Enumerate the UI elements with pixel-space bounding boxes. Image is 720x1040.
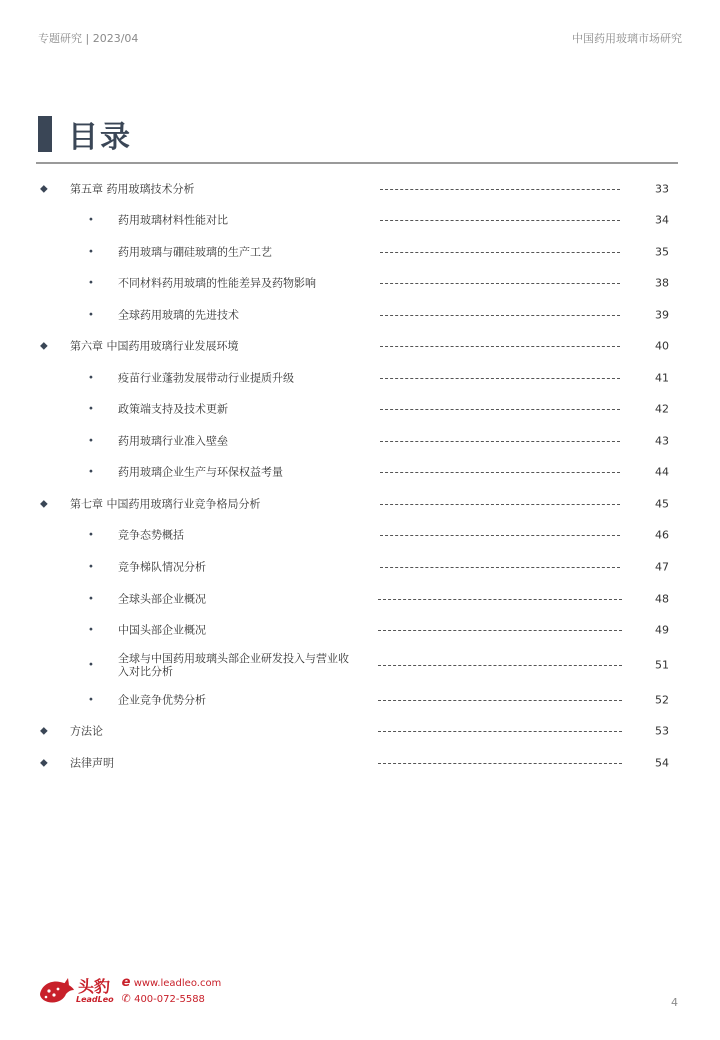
dot-bullet-icon: • [88, 561, 94, 573]
toc-dot-leader [380, 441, 620, 442]
toc-dot-leader [378, 665, 622, 666]
toc-entry-label: 疫苗行业蓬勃发展带动行业提质升级 [118, 371, 294, 385]
dot-bullet-icon: • [88, 246, 94, 258]
toc-entry[interactable] [0, 427, 720, 455]
header-left: 专题研究 | 2023/04 [38, 32, 139, 45]
website-link[interactable]: www.leadleo.com [133, 978, 222, 989]
toc-entry[interactable] [0, 332, 720, 360]
dot-bullet-icon: • [88, 309, 94, 321]
toc-dot-leader [380, 346, 620, 347]
web-e-icon: e [121, 975, 131, 990]
diamond-bullet-icon: ◆ [40, 183, 48, 195]
toc-page-number: 49 [655, 623, 669, 637]
toc-entry[interactable] [0, 490, 720, 518]
toc-entry[interactable] [0, 585, 720, 613]
toc-entry-label: 药用玻璃企业生产与环保权益考量 [118, 465, 283, 479]
dot-bullet-icon: • [88, 214, 94, 226]
toc-page-number: 45 [655, 497, 669, 511]
toc-page-number: 34 [655, 213, 669, 227]
dot-bullet-icon: • [88, 435, 94, 447]
toc-entry[interactable] [0, 206, 720, 234]
dot-bullet-icon: • [88, 593, 94, 605]
toc-page-number: 43 [655, 434, 669, 448]
toc-page-number: 46 [655, 528, 669, 542]
toc-entry-label: 全球与中国药用玻璃头部企业研发投入与营业收入对比分析 [118, 652, 349, 678]
toc-entry[interactable] [0, 521, 720, 549]
toc-entry[interactable] [0, 616, 720, 644]
toc-page-number: 51 [655, 658, 669, 672]
toc-entry[interactable] [0, 238, 720, 266]
toc-entry-label: 不同材料药用玻璃的性能差异及药物影响 [118, 276, 316, 290]
dot-bullet-icon: • [88, 659, 94, 671]
toc-dot-leader [380, 504, 620, 505]
dot-bullet-icon: • [88, 694, 94, 706]
toc-page-number: 40 [655, 339, 669, 353]
toc-entry[interactable] [0, 458, 720, 486]
page-title-block [38, 112, 132, 156]
toc-page-number: 41 [655, 371, 669, 385]
toc-entry[interactable] [0, 395, 720, 423]
toc-page-number: 53 [655, 724, 669, 738]
phone-number: 400-072-5588 [134, 994, 205, 1005]
toc-entry-label: 全球药用玻璃的先进技术 [118, 308, 239, 322]
toc-entry[interactable] [0, 175, 720, 203]
header-right: 中国药用玻璃市场研究 [572, 32, 682, 45]
dot-bullet-icon: • [88, 624, 94, 636]
toc-page-number: 38 [655, 276, 669, 290]
toc-entry-label: 竞争态势概括 [118, 528, 184, 542]
dot-bullet-icon: • [88, 372, 94, 384]
page-number: 4 [671, 996, 678, 1009]
toc-entry-label: 全球头部企业概况 [118, 592, 206, 606]
toc-entry-label: 第六章 中国药用玻璃行业发展环境 [70, 339, 239, 353]
dot-bullet-icon: • [88, 466, 94, 478]
toc-dot-leader [380, 567, 620, 568]
toc-entry[interactable] [0, 364, 720, 392]
toc-dot-leader [378, 599, 622, 600]
leopard-logo-icon [36, 974, 76, 1008]
toc-page-number: 44 [655, 465, 669, 479]
toc-entry-label: 第七章 中国药用玻璃行业竞争格局分析 [70, 497, 261, 511]
diamond-bullet-icon: ◆ [40, 498, 48, 510]
toc-page-number: 39 [655, 308, 669, 322]
toc-dot-leader [380, 220, 620, 221]
toc-entry[interactable] [0, 269, 720, 297]
title-accent-bar [38, 116, 52, 152]
toc-dot-leader [380, 378, 620, 379]
logo-english: LeadLeo [76, 994, 114, 1004]
toc-page-number: 47 [655, 560, 669, 574]
toc-entry-label: 药用玻璃材料性能对比 [118, 213, 228, 227]
toc-page-number: 54 [655, 756, 669, 770]
toc-dot-leader [378, 700, 622, 701]
toc-dot-leader [378, 763, 622, 764]
contact-info [122, 975, 222, 1007]
phone-icon: ✆ [121, 992, 131, 1005]
toc-entry-label: 药用玻璃行业准入壁垒 [118, 434, 228, 448]
toc-entry[interactable] [0, 749, 720, 777]
logo-wordmark [76, 976, 114, 1004]
toc-entry-label: 药用玻璃与硼硅玻璃的生产工艺 [118, 245, 272, 259]
toc-page-number: 42 [655, 402, 669, 416]
dot-bullet-icon: • [88, 277, 94, 289]
toc-entry-label: 第五章 药用玻璃技术分析 [70, 182, 195, 196]
toc-entry[interactable] [0, 553, 720, 581]
toc-page-number: 33 [655, 182, 669, 196]
toc-dot-leader [378, 630, 622, 631]
toc-dot-leader [380, 252, 620, 253]
toc-dot-leader [380, 472, 620, 473]
toc-entry-label: 政策端支持及技术更新 [118, 402, 228, 416]
toc-dot-leader [378, 731, 622, 732]
toc-entry-label: 方法论 [70, 724, 103, 738]
logo-chinese: 头豹 [78, 976, 111, 996]
dot-bullet-icon: • [88, 403, 94, 415]
page-title: 目录 [68, 120, 132, 155]
toc-dot-leader [380, 409, 620, 410]
toc-dot-leader [380, 535, 620, 536]
diamond-bullet-icon: ◆ [40, 757, 48, 769]
toc-dot-leader [380, 315, 620, 316]
toc-entry-label: 中国头部企业概况 [118, 623, 206, 637]
toc-entry-label: 竞争梯队情况分析 [118, 560, 206, 574]
toc-dot-leader [380, 189, 620, 190]
toc-page-number: 48 [655, 592, 669, 606]
toc-entry[interactable] [0, 686, 720, 714]
toc-entry-label: 法律声明 [70, 756, 114, 770]
dot-bullet-icon: • [88, 529, 94, 541]
toc-entry[interactable] [0, 650, 720, 680]
diamond-bullet-icon: ◆ [40, 725, 48, 737]
toc-dot-leader [380, 283, 620, 284]
toc-page-number: 52 [655, 693, 669, 707]
toc-entry-label: 企业竞争优势分析 [118, 693, 206, 707]
title-divider [36, 162, 678, 164]
toc-entry[interactable] [0, 301, 720, 329]
diamond-bullet-icon: ◆ [40, 340, 48, 352]
toc-page-number: 35 [655, 245, 669, 259]
toc-entry[interactable] [0, 717, 720, 745]
footer-logo [36, 974, 221, 1008]
